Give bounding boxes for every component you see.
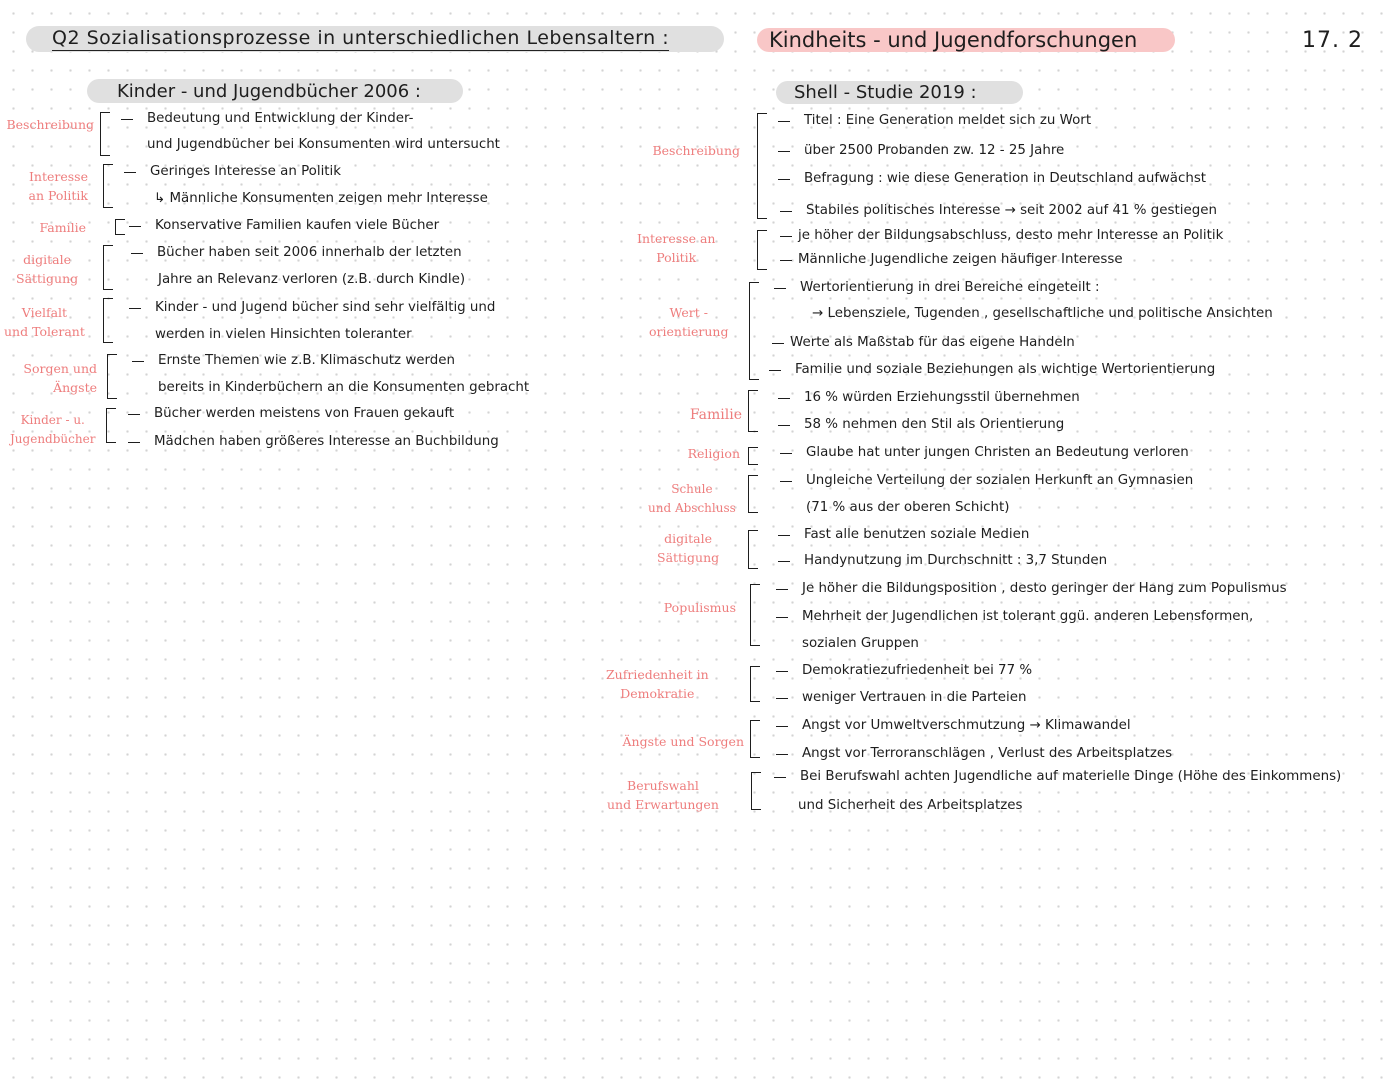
heading-shell-studie-text: Shell - Studie 2019 : bbox=[794, 82, 977, 103]
right-line: 58 % nehmen den Stil als Orientierung bbox=[804, 417, 1065, 432]
right-line: Titel : Eine Generation meldet sich zu Wort bbox=[804, 113, 1092, 128]
right-bracket-interesse bbox=[757, 230, 767, 270]
left-label-beschreibung: Beschreibung bbox=[6, 117, 94, 132]
right-line: Befragung : wie diese Generation in Deutschland aufwächst bbox=[804, 171, 1207, 186]
right-bracket-digitale bbox=[748, 530, 758, 569]
right-bracket-schule bbox=[748, 475, 758, 513]
right-line: Handynutzung im Durchschnitt : 3,7 Stunden bbox=[804, 553, 1108, 568]
right-line: Fast alle benutzen soziale Medien bbox=[804, 527, 1030, 542]
right-bracket-familie bbox=[748, 390, 758, 432]
left-line: Bedeutung und Entwicklung der Kinder- bbox=[147, 111, 414, 126]
left-bracket-familie bbox=[115, 219, 125, 235]
right-bracket-religion bbox=[748, 447, 758, 465]
left-label-sorgen: Sorgen und Ängste bbox=[23, 361, 97, 395]
left-label-digitale-saettigung: digitale Sättigung bbox=[16, 252, 79, 286]
right-line: Angst vor Umweltverschmutzung → Klimawandel bbox=[802, 718, 1131, 733]
right-line: je höher der Bildungsabschluss, desto mehr Interesse an Politik bbox=[798, 228, 1224, 243]
right-line: Männliche Jugendliche zeigen häufiger Interesse bbox=[798, 252, 1123, 267]
heading-shell-studie bbox=[776, 81, 1023, 104]
heading-kinderbuecher-text: Kinder - und Jugendbücher 2006 : bbox=[117, 80, 421, 102]
right-line: Demokratiezufriedenheit bei 77 % bbox=[802, 663, 1033, 678]
left-bracket-kinderbuecher bbox=[106, 408, 116, 443]
right-bracket-berufswahl bbox=[751, 772, 761, 810]
left-line: Konservative Familien kaufen viele Bücher bbox=[155, 218, 440, 233]
right-bracket-populismus bbox=[750, 584, 760, 646]
right-line: und Sicherheit des Arbeitsplatzes bbox=[798, 798, 1023, 813]
right-line: Stabiles politisches Interesse → seit 2002 auf 41 % gestiegen bbox=[806, 203, 1217, 218]
left-line: Jahre an Relevanz verloren (z.B. durch Kindle) bbox=[158, 272, 466, 287]
left-bracket-vielfalt bbox=[103, 298, 113, 343]
right-label-aengste-sorgen: Ängste und Sorgen bbox=[622, 734, 744, 749]
right-line: Angst vor Terroranschlägen , Verlust des Arbeitsplatzes bbox=[802, 746, 1173, 761]
right-label-digitale-saettigung: digitale Sättigung bbox=[657, 531, 720, 565]
heading-kinderbuecher bbox=[87, 79, 463, 103]
right-line: Familie und soziale Beziehungen als wichtige Wertorientierung bbox=[795, 362, 1216, 377]
left-line: Bücher werden meistens von Frauen gekauft bbox=[154, 406, 455, 421]
left-line: Kinder - und Jugend bücher sind sehr vielfältig und bbox=[155, 300, 496, 315]
right-line: Mehrheit der Jugendlichen ist tolerant ggü. anderen Lebensformen, bbox=[802, 609, 1254, 624]
right-line: (71 % aus der oberen Schicht) bbox=[806, 500, 1010, 515]
right-line: sozialen Gruppen bbox=[802, 636, 919, 651]
right-line: 16 % würden Erziehungsstil übernehmen bbox=[804, 390, 1080, 405]
section-title-research bbox=[757, 28, 1175, 52]
page-title bbox=[26, 26, 724, 52]
right-label-religion: Religion bbox=[687, 446, 740, 461]
right-bracket-aengste bbox=[750, 720, 760, 758]
right-line: über 2500 Probanden zw. 12 - 25 Jahre bbox=[804, 143, 1065, 158]
left-line: bereits in Kinderbüchern an die Konsumenten gebracht bbox=[158, 380, 530, 395]
right-label-interesse-politik: Interesse an Politik bbox=[637, 231, 716, 265]
right-bracket-beschreibung bbox=[757, 113, 767, 219]
right-bracket-wertorientierung bbox=[749, 282, 759, 380]
right-line: Werte als Maßstab für das eigene Handeln bbox=[790, 335, 1075, 350]
right-line: Je höher die Bildungsposition , desto geringer der Hang zum Populismus bbox=[802, 581, 1287, 596]
right-line: → Lebensziele, Tugenden , gesellschaftliche und politische Ansichten bbox=[812, 306, 1273, 321]
page-title-text: Q2 Sozialisationsprozesse in unterschiedlichen Lebensaltern : bbox=[52, 27, 670, 49]
right-line: Bei Berufswahl achten Jugendliche auf materielle Dinge (Höhe des Einkommens) bbox=[800, 769, 1342, 784]
left-label-familie: Familie bbox=[39, 220, 86, 235]
right-label-berufswahl: Berufswahl und Erwartungen bbox=[607, 778, 719, 812]
right-label-populismus: Populismus bbox=[663, 600, 736, 615]
left-label-interesse-politik: Interesse an Politik bbox=[28, 169, 88, 203]
left-label-vielfalt: Vielfalt und Tolerant bbox=[4, 305, 85, 339]
left-bracket-interesse-politik bbox=[103, 164, 113, 208]
left-line: Geringes Interesse an Politik bbox=[150, 164, 342, 179]
right-line: Glaube hat unter jungen Christen an Bedeutung verloren bbox=[806, 445, 1189, 460]
right-label-wertorientierung: Wert - orientierung bbox=[649, 305, 729, 339]
section-title-research-text: Kindheits - und Jugendforschungen bbox=[769, 28, 1138, 52]
right-label-zufriedenheit-demokratie: Zufriedenheit in Demokratie bbox=[606, 667, 709, 701]
left-bracket-sorgen bbox=[107, 354, 117, 399]
left-line: Ernste Themen wie z.B. Klimaschutz werden bbox=[158, 353, 456, 368]
right-bracket-zufriedenheit bbox=[750, 666, 760, 702]
left-line: Mädchen haben größeres Interesse an Buchbildung bbox=[154, 434, 499, 449]
right-line: Wertorientierung in drei Bereiche eingeteilt : bbox=[800, 280, 1100, 295]
right-label-beschreibung: Beschreibung bbox=[652, 143, 740, 158]
right-label-familie: Familie bbox=[689, 407, 742, 423]
left-line: werden in vielen Hinsichten toleranter bbox=[155, 327, 412, 342]
left-label-kinder-jugendbuecher: Kinder - u. Jugendbücher bbox=[10, 413, 96, 446]
right-line: weniger Vertrauen in die Parteien bbox=[802, 690, 1027, 705]
left-line: Bücher haben seit 2006 innerhalb der letzten bbox=[157, 245, 462, 260]
left-line: und Jugendbücher bei Konsumenten wird untersucht bbox=[147, 137, 500, 152]
right-label-schule-abschluss: Schule und Abschluss bbox=[648, 482, 736, 515]
left-bracket-beschreibung bbox=[100, 112, 110, 156]
page-number: 17. 2 bbox=[1302, 28, 1363, 53]
left-bracket-digitale bbox=[103, 245, 113, 290]
left-line: ↳ Männliche Konsumenten zeigen mehr Interesse bbox=[154, 191, 488, 206]
right-line: Ungleiche Verteilung der sozialen Herkunft an Gymnasien bbox=[806, 473, 1194, 488]
